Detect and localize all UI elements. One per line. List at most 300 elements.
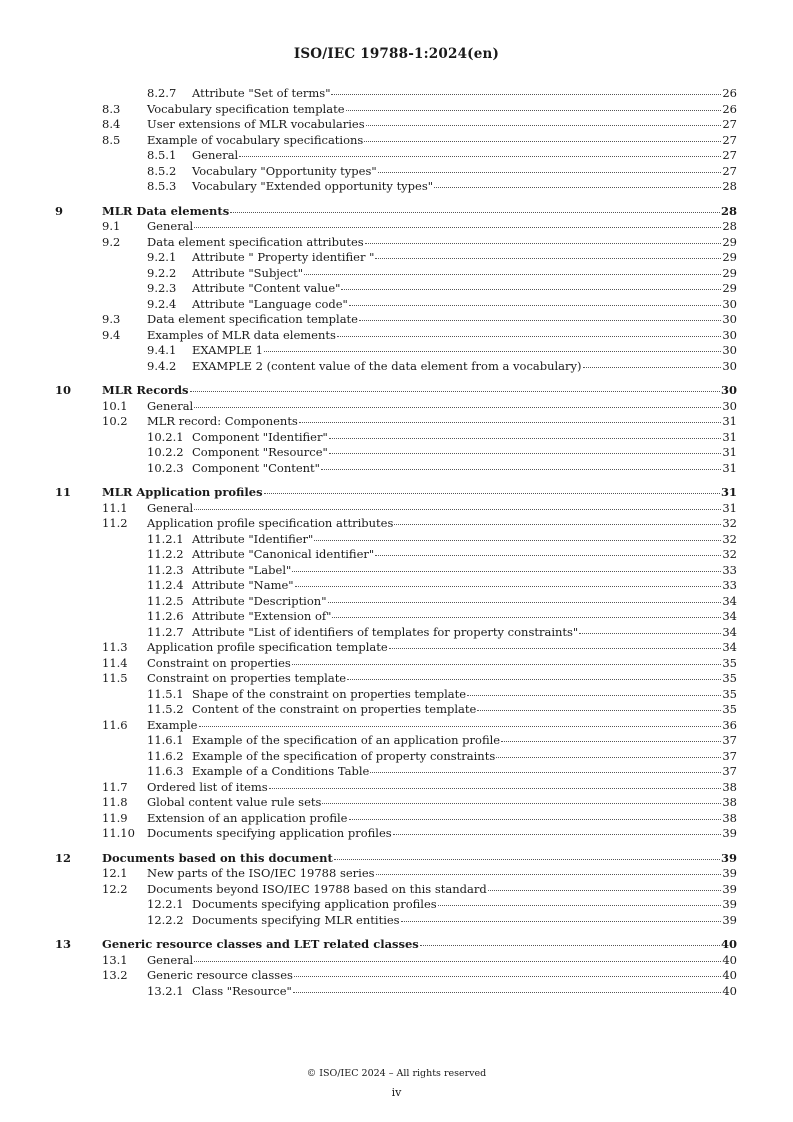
toc-subsubclause[interactable] (55, 179, 737, 195)
toc-entry-number: 11.9 (102, 810, 128, 825)
toc-subclause[interactable] (55, 328, 737, 344)
toc-entry-page: 28 (720, 203, 737, 218)
table-of-contents (55, 86, 737, 999)
toc-entry-page: 32 (722, 516, 737, 530)
toc-subsubclause[interactable] (55, 547, 737, 563)
toc-entry-number: 12.2.2 (147, 912, 184, 927)
dot-leader (332, 617, 721, 618)
dot-leader (194, 407, 721, 408)
toc-subclause[interactable] (55, 795, 737, 811)
dot-leader (375, 555, 721, 556)
toc-entry (147, 866, 737, 882)
toc-entry (147, 328, 737, 344)
dot-leader (264, 493, 720, 494)
toc-entry-page: 39 (722, 826, 737, 840)
toc-entry (192, 179, 737, 195)
toc-entry (192, 702, 737, 718)
toc-entry-page: 35 (722, 671, 737, 685)
toc-entry-number: 12.2 (102, 881, 128, 896)
toc-subsubclause[interactable] (55, 984, 737, 1000)
toc-entry (192, 86, 737, 102)
toc-entry-title: User extensions of MLR vocabularies (147, 117, 365, 131)
dot-leader (496, 757, 721, 758)
toc-subclause[interactable] (55, 826, 737, 842)
toc-entry (147, 516, 737, 532)
toc-entry-page: 36 (722, 717, 737, 732)
toc-entry-number: 8.5 (102, 132, 121, 147)
toc-entry-number: 10.1 (102, 398, 128, 413)
toc-entry-title: Attribute "Name" (192, 578, 294, 592)
toc-entry-number: 10.2.1 (147, 429, 184, 444)
toc-entry-page: 32 (722, 547, 737, 561)
toc-subsubclause[interactable] (55, 148, 737, 164)
toc-entry (147, 312, 737, 328)
toc-entry-number: 11.5.1 (147, 686, 184, 701)
toc-subclause[interactable] (55, 312, 737, 328)
toc-entry-page: 40 (722, 968, 737, 982)
toc-entry-title: Example of vocabulary specifications (147, 132, 364, 147)
dot-leader (579, 633, 721, 634)
dot-leader (199, 726, 722, 727)
toc-entry-number: 11.2.4 (147, 578, 184, 592)
dot-leader (477, 710, 721, 711)
toc-entry-number: 8.5.1 (147, 148, 177, 162)
toc-entry-page: 31 (722, 445, 737, 459)
toc-subsubclause[interactable] (55, 430, 737, 446)
toc-entry-page: 40 (722, 952, 737, 967)
toc-entry (192, 343, 737, 359)
toc-entry-title: Attribute "Subject" (192, 265, 304, 280)
dot-leader (488, 890, 722, 891)
toc-entry-page: 33 (722, 562, 737, 577)
toc-entry-title: MLR Data elements (102, 203, 230, 218)
dot-leader (389, 648, 722, 649)
toc-entry-title: Extension of an application profile (147, 810, 348, 825)
toc-entry (192, 461, 737, 477)
toc-entry-title: Content of the constraint on properties template (192, 702, 477, 716)
toc-entry-page: 31 (722, 500, 737, 515)
toc-entry-page: 27 (722, 117, 737, 131)
toc-entry-title: General (147, 500, 194, 515)
toc-entry-page: 27 (722, 148, 737, 162)
toc-subsubclause[interactable] (55, 897, 737, 913)
toc-entry-number: 11.8 (102, 795, 128, 809)
document-header: ISO/IEC 19788-1:2024(en) (293, 46, 500, 62)
toc-subsubclause[interactable] (55, 764, 737, 780)
toc-entry-page: 26 (722, 86, 737, 100)
toc-entry (147, 795, 737, 811)
toc-entry-title: Attribute "Identifier" (192, 531, 314, 546)
toc-entry (192, 625, 737, 641)
toc-entry-page: 29 (722, 281, 737, 295)
toc-entry (192, 297, 737, 313)
copyright-notice: © ISO/IEC 2024 – All rights reserved (306, 1068, 487, 1079)
dot-leader (194, 961, 721, 962)
toc-entry (147, 656, 737, 672)
toc-subsubclause[interactable] (55, 343, 737, 359)
toc-entry (192, 609, 737, 625)
toc-subclause[interactable] (55, 235, 737, 251)
dot-leader (370, 772, 721, 773)
toc-subsubclause[interactable] (55, 563, 737, 579)
dot-leader (292, 571, 721, 572)
dot-leader (434, 187, 721, 188)
toc-entry-number: 11.1 (102, 500, 128, 515)
toc-entry-title: Attribute " Property identifier " (192, 250, 375, 264)
toc-entry-number: 10 (55, 383, 72, 397)
toc-entry-title: Example (147, 717, 198, 732)
dot-leader (334, 859, 720, 860)
dot-leader (349, 305, 722, 306)
toc-entry (147, 811, 737, 827)
toc-subsubclause[interactable] (55, 749, 737, 765)
toc-entry-title: Documents specifying application profiles (147, 826, 392, 840)
toc-entry-title: Generic resource classes (147, 968, 293, 982)
toc-entry (102, 485, 737, 501)
toc-entry-page: 28 (722, 219, 737, 233)
toc-entry-page: 39 (722, 866, 737, 880)
toc-subclause[interactable] (55, 718, 737, 734)
toc-entry (147, 780, 737, 796)
toc-entry-number: 8.3 (102, 101, 121, 116)
toc-entry (192, 164, 737, 180)
toc-clause[interactable] (55, 485, 737, 501)
toc-entry-page: 29 (722, 265, 737, 280)
toc-entry-title: MLR record: Components (147, 414, 298, 428)
toc-subclause[interactable] (55, 780, 737, 796)
toc-entry (192, 984, 737, 1000)
toc-entry-number: 11.2.1 (147, 531, 184, 546)
toc-entry-title: Example of the specification of property constraints (192, 748, 496, 763)
toc-entry-title: EXAMPLE 2 (content value of the data element from a vocabulary) (192, 358, 582, 373)
dot-leader (401, 921, 722, 922)
toc-entry-title: Vocabulary "Opportunity types" (192, 163, 377, 178)
toc-entry (192, 359, 737, 375)
toc-entry-title: Vocabulary "Extended opportunity types" (192, 179, 434, 193)
toc-subclause[interactable] (55, 671, 737, 687)
toc-entry-number: 9.2.3 (147, 281, 177, 295)
toc-entry (147, 953, 737, 969)
toc-entry (192, 547, 737, 563)
dot-leader (346, 110, 722, 111)
toc-subclause[interactable] (55, 219, 737, 235)
toc-entry-title: Application profile specification template (147, 640, 388, 654)
toc-entry-page: 39 (722, 897, 737, 911)
toc-entry-title: Documents based on this document (102, 850, 333, 865)
toc-entry (102, 383, 737, 399)
toc-entry-number: 10.2.2 (147, 445, 184, 459)
toc-entry (102, 851, 737, 867)
toc-entry (147, 235, 737, 251)
toc-entry-title: Documents specifying MLR entities (192, 912, 400, 927)
toc-subsubclause[interactable] (55, 445, 737, 461)
toc-entry-page: 30 (722, 398, 737, 413)
dot-leader (292, 664, 722, 665)
toc-subclause[interactable] (55, 656, 737, 672)
toc-entry-number: 10.2 (102, 414, 128, 428)
toc-entry-number: 13 (55, 937, 72, 951)
toc-entry-page: 34 (722, 624, 737, 639)
toc-entry (192, 250, 737, 266)
toc-entry-title: Attribute "Description" (192, 593, 327, 608)
toc-entry-number: 12.1 (102, 866, 128, 880)
toc-entry-number: 8.5.2 (147, 163, 177, 178)
toc-entry-number: 11.2 (102, 516, 128, 530)
dot-leader (359, 320, 721, 321)
toc-entry-page: 35 (722, 655, 737, 670)
toc-entry (192, 430, 737, 446)
toc-subclause[interactable] (55, 501, 737, 517)
toc-subsubclause[interactable] (55, 913, 737, 929)
toc-entry (192, 897, 737, 913)
toc-entry (192, 445, 737, 461)
toc-entry-page: 38 (722, 810, 737, 825)
toc-entry (147, 968, 737, 984)
toc-entry-title: New parts of the ISO/IEC 19788 series (147, 866, 375, 880)
toc-subsubclause[interactable] (55, 609, 737, 625)
toc-entry-number: 11.7 (102, 779, 128, 794)
toc-entry-page: 30 (720, 383, 737, 397)
toc-entry-number: 9.4.2 (147, 358, 177, 373)
toc-entry (147, 414, 737, 430)
toc-entry-title: Attribute "Extension of" (192, 609, 332, 623)
toc-entry-number: 10.2.3 (147, 460, 184, 475)
toc-entry (147, 117, 737, 133)
toc-entry (147, 501, 737, 517)
toc-subclause[interactable] (55, 102, 737, 118)
toc-subclause[interactable] (55, 640, 737, 656)
toc-entry-page: 37 (722, 764, 737, 778)
dot-leader (190, 391, 720, 392)
toc-entry-page: 33 (722, 578, 737, 592)
toc-subsubclause[interactable] (55, 297, 737, 313)
toc-subclause[interactable] (55, 953, 737, 969)
toc-subsubclause[interactable] (55, 164, 737, 180)
toc-clause[interactable] (55, 383, 737, 399)
toc-entry-number: 11.6 (102, 717, 128, 732)
toc-subsubclause[interactable] (55, 532, 737, 548)
toc-entry-number: 11.5 (102, 671, 128, 685)
toc-subsubclause[interactable] (55, 594, 737, 610)
toc-entry-title: Shape of the constraint on properties template (192, 686, 467, 701)
toc-entry-page: 34 (722, 593, 737, 608)
toc-entry (192, 266, 737, 282)
toc-entry-number: 9.2.1 (147, 250, 177, 264)
toc-entry-title: Component "Identifier" (192, 429, 328, 444)
toc-entry (147, 882, 737, 898)
toc-entry-number: 11.2.7 (147, 624, 184, 639)
toc-entry-page: 29 (722, 250, 737, 264)
toc-entry-page: 27 (722, 163, 737, 178)
toc-entry-page: 39 (720, 850, 737, 865)
toc-entry (147, 219, 737, 235)
toc-subclause[interactable] (55, 414, 737, 430)
toc-entry-page: 31 (720, 485, 737, 499)
toc-entry-page: 40 (722, 983, 737, 998)
toc-entry-page: 30 (722, 312, 737, 326)
dot-leader (467, 695, 721, 696)
toc-entry-number: 11.10 (102, 826, 135, 840)
toc-entry-page: 31 (722, 460, 737, 475)
toc-entry (102, 204, 737, 220)
toc-entry (192, 578, 737, 594)
toc-entry-title: Attribute "Content value" (192, 281, 341, 295)
toc-entry-page: 32 (722, 531, 737, 546)
toc-entry (192, 687, 737, 703)
toc-entry-title: General (147, 219, 194, 233)
toc-subsubclause[interactable] (55, 625, 737, 641)
dot-leader (375, 258, 721, 259)
dot-leader (328, 602, 722, 603)
dot-leader (341, 289, 721, 290)
dot-leader (321, 469, 721, 470)
toc-subsubclause[interactable] (55, 578, 737, 594)
toc-subclause[interactable] (55, 133, 737, 149)
toc-subsubclause[interactable] (55, 250, 737, 266)
dot-leader (293, 992, 722, 993)
toc-entry-number: 11.6.2 (147, 748, 184, 763)
dot-leader (420, 945, 720, 946)
dot-leader (394, 524, 721, 525)
toc-entry-number: 13.2.1 (147, 983, 184, 998)
toc-entry-page: 37 (722, 748, 737, 763)
toc-entry (192, 749, 737, 765)
toc-clause[interactable] (55, 937, 737, 953)
toc-entry-title: Attribute "List of identifiers of templates for property constraints" (192, 624, 579, 639)
toc-entry-number: 12.2.1 (147, 897, 184, 911)
toc-entry-page: 30 (722, 358, 737, 373)
toc-entry-number: 9 (55, 203, 64, 218)
toc-subclause[interactable] (55, 811, 737, 827)
toc-entry-number: 9.2.4 (147, 296, 177, 311)
toc-clause[interactable] (55, 851, 737, 867)
dot-leader (264, 351, 721, 352)
toc-subsubclause[interactable] (55, 359, 737, 375)
toc-entry-title: Constraint on properties (147, 655, 291, 670)
toc-entry-number: 11.6.1 (147, 733, 184, 747)
toc-entry-title: Component "Resource" (192, 445, 328, 459)
toc-subclause[interactable] (55, 516, 737, 532)
toc-entry-number: 9.3 (102, 312, 121, 326)
toc-entry-page: 37 (722, 733, 737, 747)
toc-entry-number: 9.4 (102, 327, 121, 342)
toc-subsubclause[interactable] (55, 702, 737, 718)
toc-subsubclause[interactable] (55, 281, 737, 297)
toc-entry (192, 281, 737, 297)
toc-entry-page: 27 (722, 132, 737, 147)
toc-entry (192, 733, 737, 749)
toc-entry-page: 31 (722, 414, 737, 428)
toc-entry-title: Data element specification template (147, 312, 358, 326)
toc-entry-title: MLR Records (102, 383, 189, 397)
dot-leader (364, 141, 721, 142)
toc-subsubclause[interactable] (55, 461, 737, 477)
toc-entry-number: 8.2.7 (147, 86, 177, 100)
toc-entry-title: General (192, 148, 239, 162)
toc-subclause[interactable] (55, 866, 737, 882)
toc-subsubclause[interactable] (55, 733, 737, 749)
toc-entry-title: Attribute "Canonical identifier" (192, 547, 375, 561)
dot-leader (329, 438, 722, 439)
toc-entry-title: Documents beyond ISO/IEC 19788 based on this standard (147, 881, 487, 896)
dot-leader (349, 819, 722, 820)
dot-leader (269, 788, 722, 789)
toc-entry-title: Documents specifying application profiles (192, 897, 437, 911)
dot-leader (299, 422, 722, 423)
toc-entry-page: 39 (722, 912, 737, 927)
toc-entry-number: 13.1 (102, 952, 128, 967)
toc-entry-number: 13.2 (102, 968, 128, 982)
toc-entry-title: Ordered list of items (147, 779, 268, 794)
toc-entry-title: Attribute "Label" (192, 562, 292, 577)
toc-entry-page: 30 (722, 327, 737, 342)
toc-entry-page: 40 (720, 937, 737, 951)
toc-subsubclause[interactable] (55, 266, 737, 282)
dot-leader (329, 453, 722, 454)
toc-entry (192, 148, 737, 164)
toc-entry-page: 35 (722, 686, 737, 701)
toc-entry-page: 38 (722, 779, 737, 794)
toc-clause[interactable] (55, 204, 737, 220)
toc-entry-number: 11.5.2 (147, 702, 184, 716)
toc-entry-number: 11.4 (102, 655, 128, 670)
toc-entry-page: 38 (722, 795, 737, 809)
toc-entry-page: 34 (722, 609, 737, 623)
dot-leader (230, 212, 720, 213)
dot-leader (331, 94, 721, 95)
dot-leader (393, 834, 722, 835)
toc-entry-number: 11.2.5 (147, 593, 184, 608)
toc-entry-title: Attribute "Set of terms" (192, 86, 331, 100)
toc-entry (147, 826, 737, 842)
toc-entry-number: 9.2 (102, 234, 121, 249)
toc-entry (192, 913, 737, 929)
toc-entry-title: MLR Application profiles (102, 485, 263, 499)
toc-subsubclause[interactable] (55, 687, 737, 703)
toc-entry-page: 28 (722, 179, 737, 193)
toc-entry-title: EXAMPLE 1 (192, 343, 263, 357)
dot-leader (239, 156, 721, 157)
toc-subclause[interactable] (55, 882, 737, 898)
toc-entry (192, 532, 737, 548)
dot-leader (378, 172, 722, 173)
toc-entry (147, 671, 737, 687)
toc-entry (147, 718, 737, 734)
toc-entry-page: 34 (722, 640, 737, 654)
dot-leader (194, 227, 721, 228)
toc-entry-number: 11.2.3 (147, 562, 184, 577)
toc-entry-number: 11.2.6 (147, 609, 184, 623)
toc-entry-title: Example of the specification of an application profile (192, 733, 501, 747)
dot-leader (314, 540, 721, 541)
toc-entry-page: 31 (722, 429, 737, 444)
toc-entry-number: 11 (55, 485, 72, 499)
toc-subclause[interactable] (55, 968, 737, 984)
toc-entry-title: Component "Content" (192, 460, 320, 475)
dot-leader (295, 586, 722, 587)
dot-leader (304, 274, 721, 275)
toc-subsubclause[interactable] (55, 86, 737, 102)
dot-leader (438, 905, 722, 906)
toc-entry-number: 12 (55, 850, 72, 865)
toc-subclause[interactable] (55, 399, 737, 415)
dot-leader (366, 125, 722, 126)
dot-leader (501, 741, 721, 742)
dot-leader (347, 679, 721, 680)
toc-subclause[interactable] (55, 117, 737, 133)
toc-entry-page: 30 (722, 343, 737, 357)
toc-entry-number: 11.3 (102, 640, 128, 654)
